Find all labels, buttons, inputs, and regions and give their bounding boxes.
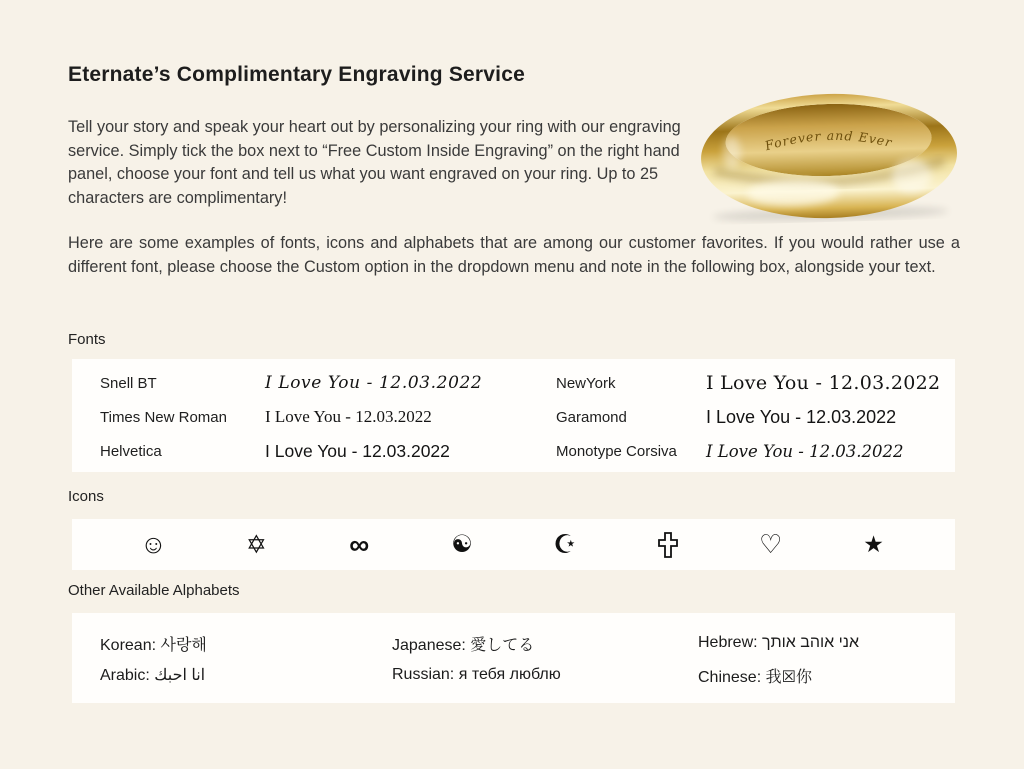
font-row [100,400,556,434]
alphabet-text: 사랑해 [160,636,207,654]
intro-paragraph: Tell your story and speak your heart out by personalizing your ring with our engraving service. Simply tick the box next to “Free Custom Inside Engraving” on the right hand panel, choose your font and tell us what you want engraved on your ring. Up to 25 characters are complimentary! [68,118,681,207]
font-sample: I Love You - 12.03.2022 [706,441,904,461]
font-name: Helvetica [100,442,162,460]
font-sample: I Love You - 12.03.2022 [706,406,897,427]
alphabet-language: Hebrew: [698,634,758,651]
font-name: NewYork [556,374,616,392]
infinity-icon: ∞ [349,528,370,560]
ring-image [694,85,963,226]
crescent-star-icon: ☪ [553,529,577,559]
fonts-panel [72,359,955,472]
alphabet-entry-hebrew [698,634,955,652]
alphabet-entry-arabic [100,665,392,685]
font-sample: I Love You - 12.03.2022 [265,440,450,461]
fonts-column-right [556,366,955,472]
alphabet-language: Korean: [100,636,157,654]
alphabets-panel [72,613,955,703]
font-name: Monotype Corsiva [556,442,677,460]
font-name: Garamond [556,408,627,426]
alphabet-entry-chinese [698,664,955,687]
font-sample: I Love You - 12.03.2022 [265,407,432,426]
icons-section-label: Icons [68,488,104,505]
alphabet-text: 我☒你 [765,668,812,686]
font-name: Times New Roman [100,408,227,426]
smiley-icon: ☺ [140,529,167,559]
alphabet-entry-korean [100,632,392,655]
alphabet-entry-russian [392,666,698,684]
font-row [556,434,955,468]
font-sample: I Love You - 12.03.2022 [706,372,941,394]
alphabet-text: я тебя люблю [458,666,561,683]
alphabet-text: انا احبك [154,667,206,684]
star-icon: ★ [863,531,884,557]
examples-note-paragraph: Here are some examples of fonts, icons and alphabets that are among our customer favorites. If you would rather use a different font, please choose the Custom option in the dropdown menu and note in the following box, alongside your text. [68,234,960,276]
alphabet-entry-japanese [392,632,698,655]
font-name: Snell BT [100,374,157,392]
alphabet-text: אני אוהב אותך [762,634,860,651]
alphabet-language: Arabic: [100,667,150,684]
cross-icon [648,525,688,565]
font-row [556,366,955,400]
star-of-david-icon: ✡ [245,530,267,559]
heart-icon: ♡ [759,529,783,559]
font-row [556,400,955,434]
font-row [100,366,556,400]
gold-ring-illustration [694,85,963,226]
yin-yang-icon: ☯ [451,531,473,558]
alphabet-language: Russian: [392,666,455,683]
alphabets-section-label: Other Available Alphabets [68,582,240,599]
page-title: Eternate’s Complimentary Engraving Service [68,63,525,86]
font-row [100,434,556,468]
alphabet-language: Chinese: [698,668,762,686]
alphabet-language: Japanese: [392,636,466,654]
font-sample: I Love You - 12.03.2022 [265,373,483,393]
icons-panel [72,519,955,570]
fonts-column-left [100,366,556,472]
fonts-section-label: Fonts [68,331,106,348]
alphabet-text: 愛してる [470,636,535,654]
